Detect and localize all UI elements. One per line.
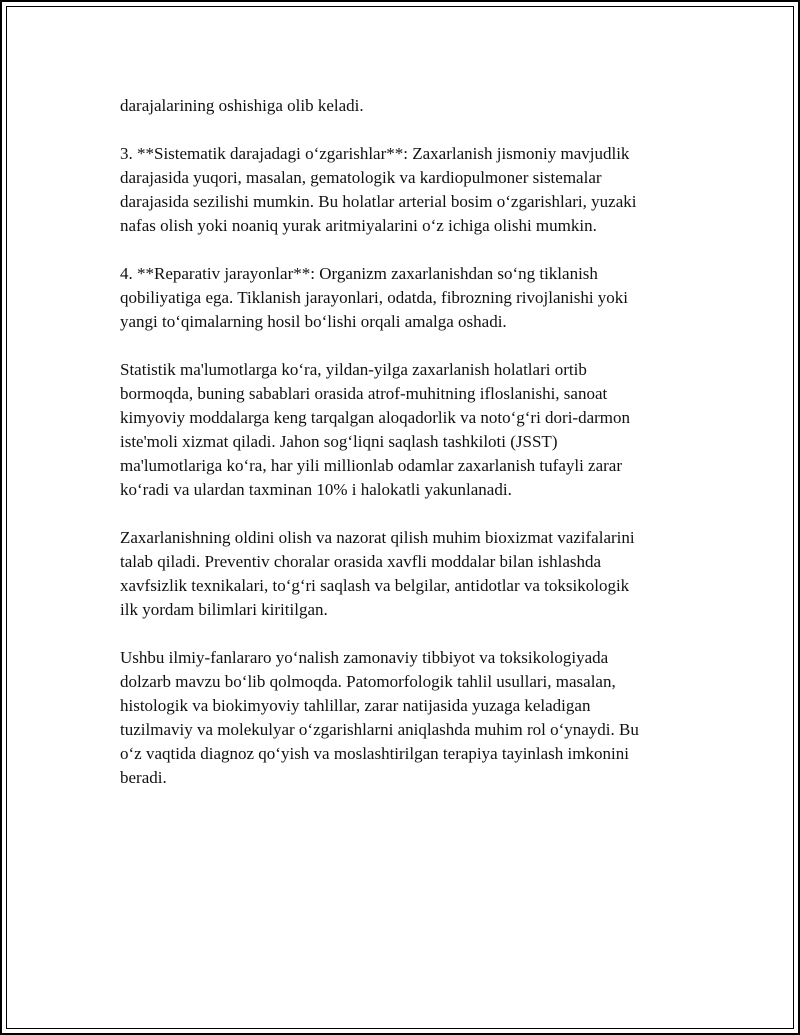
text-line: yangi to‘qimalarning hosil bo‘lishi orqali amalga oshadi. bbox=[120, 312, 507, 331]
paragraph-statistics bbox=[120, 358, 710, 502]
paragraph-prevention bbox=[120, 526, 710, 622]
text-line: nafas olish yoki noaniq yurak aritmiyalarini o‘z ichiga olishi mumkin. bbox=[120, 216, 597, 235]
text-line: qobiliyatiga ega. Tiklanish jarayonlari, odatda, fibrozning rivojlanishi yoki bbox=[120, 288, 629, 307]
text-line: ilk yordam bilimlari kiritilgan. bbox=[120, 600, 328, 619]
text-line: tuzilmaviy va molekulyar o‘zgarishlarni aniqlashda muhim rol o‘ynaydi. Bu bbox=[120, 720, 639, 739]
text-line: talab qiladi. Preventiv choralar orasida xavfli moddalar bilan ishlashda bbox=[120, 552, 602, 571]
paragraph-conclusion bbox=[120, 646, 710, 790]
text-line: darajalarining oshishiga olib keladi. bbox=[120, 96, 364, 115]
text-line: Zaxarlanishning oldini olish va nazorat qilish muhim bioxizmat vazifalarini bbox=[120, 528, 635, 547]
text-line: Ushbu ilmiy-fanlararo yo‘nalish zamonaviy tibbiyot va toksikologiyada bbox=[120, 648, 609, 667]
paragraph-systemic-changes bbox=[120, 142, 710, 238]
text-line: xavfsizlik texnikalari, to‘g‘ri saqlash va belgilar, antidotlar va toksikologik bbox=[120, 576, 630, 595]
text-line: o‘z vaqtida diagnoz qo‘yish va moslashtirilgan terapiya tayinlash imkonini bbox=[120, 744, 629, 763]
text-line: 3. **Sistematik darajadagi o‘zgarishlar**: Zaxarlanish jismoniy mavjudlik bbox=[120, 144, 630, 163]
text-line: iste'moli xizmat qiladi. Jahon sog‘liqni saqlash tashkiloti (JSST) bbox=[120, 432, 558, 451]
text-line: histologik va biokimyoviy tahlillar, zarar natijasida yuzaga keladigan bbox=[120, 696, 591, 715]
paragraph-continuation bbox=[120, 94, 710, 118]
text-line: Statistik ma'lumotlarga ko‘ra, yildan-yilga zaxarlanish holatlari ortib bbox=[120, 360, 587, 379]
document-body bbox=[120, 94, 710, 814]
text-line: ma'lumotlariga ko‘ra, har yili millionlab odamlar zaxarlanish tufayli zarar bbox=[120, 456, 623, 475]
text-line: beradi. bbox=[120, 768, 167, 787]
text-line: dolzarb mavzu bo‘lib qolmoqda. Patomorfologik tahlil usullari, masalan, bbox=[120, 672, 616, 691]
text-line: darajasida sezilishi mumkin. Bu holatlar arterial bosim o‘zgarishlari, yuzaki bbox=[120, 192, 637, 211]
text-line: 4. **Reparativ jarayonlar**: Organizm zaxarlanishdan so‘ng tiklanish bbox=[120, 264, 598, 283]
text-line: bormoqda, buning sabablari orasida atrof-muhitning ifloslanishi, sanoat bbox=[120, 384, 608, 403]
text-line: kimyoviy moddalarga keng tarqalgan aloqadorlik va noto‘g‘ri dori-darmon bbox=[120, 408, 631, 427]
text-line: ko‘radi va ulardan taxminan 10% i halokatli yakunlanadi. bbox=[120, 480, 512, 499]
text-line: darajasida yuqori, masalan, gematologik va kardiopulmoner sistemalar bbox=[120, 168, 602, 187]
paragraph-reparative-processes bbox=[120, 262, 710, 334]
